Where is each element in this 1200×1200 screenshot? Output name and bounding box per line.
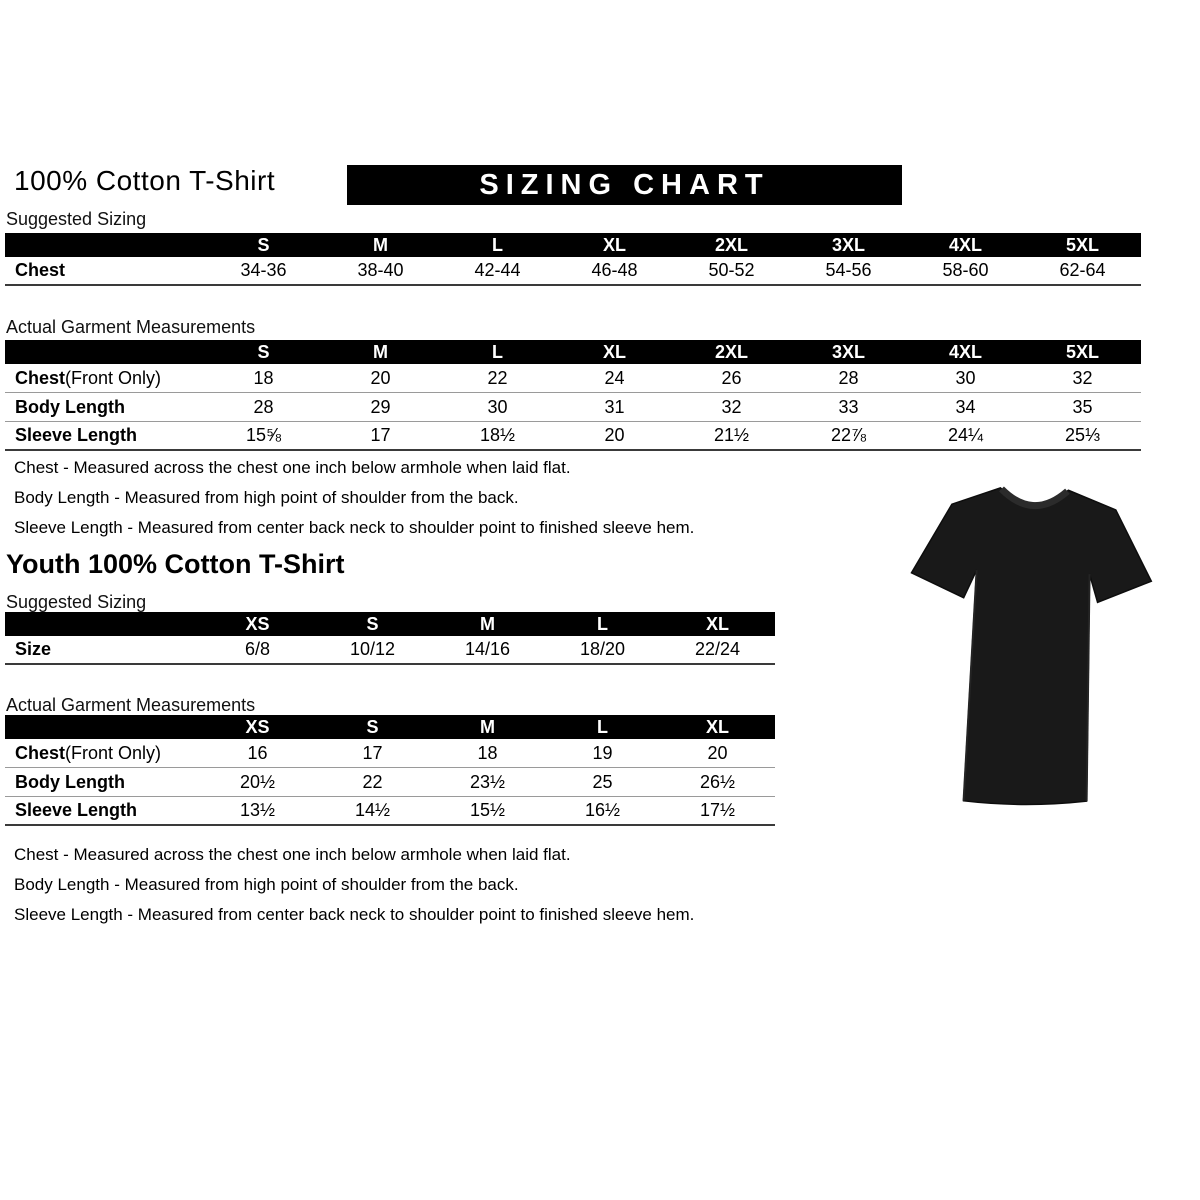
header-label-cell	[5, 233, 205, 257]
youth-measurement-notes	[14, 840, 694, 930]
row-label: Body Length	[15, 771, 125, 792]
cell-value: 24	[604, 367, 625, 388]
cell-value: 32	[721, 396, 742, 417]
size-column-header: XS	[245, 716, 270, 737]
size-column-header: XS	[245, 613, 270, 634]
header-label-cell	[5, 715, 200, 739]
size-column-header: S	[257, 341, 270, 362]
row-label: Chest (Front Only)	[15, 367, 162, 388]
cell-value: 35	[1072, 396, 1093, 417]
adult-measurement-notes	[14, 453, 694, 543]
cell-value: 30	[955, 367, 976, 388]
cell-value: 22⅞	[830, 425, 867, 445]
size-column-header: 3XL	[831, 234, 865, 255]
table-header-row	[5, 612, 775, 636]
size-column-header: 4XL	[948, 234, 982, 255]
cell-value: 15⅝	[245, 425, 282, 445]
cell-value: 23½	[469, 771, 506, 792]
youth-suggested-label: Suggested Sizing	[6, 592, 147, 612]
cell-value: 18½	[479, 425, 516, 445]
table-row-sleeve-length	[5, 422, 1141, 451]
table-header-row	[5, 340, 1141, 364]
size-column-header: 2XL	[714, 234, 748, 255]
cell-value: 17	[362, 742, 383, 763]
note-line: Chest - Measured across the chest one inch below armhole when laid flat.	[14, 845, 571, 864]
cell-value: 58-60	[942, 260, 989, 280]
row-label: Sleeve Length	[15, 425, 138, 445]
size-column-header: L	[597, 613, 608, 634]
note-line: Sleeve Length - Measured from center back neck to shoulder point to finished sleeve hem.	[14, 905, 695, 924]
cell-value: 26	[721, 367, 742, 388]
cell-value: 18	[253, 367, 274, 388]
cell-value: 28	[838, 367, 859, 388]
cell-value: 6/8	[244, 639, 271, 659]
cell-value: 10/12	[349, 639, 396, 659]
table-row-size	[5, 636, 775, 665]
row-label: Size	[15, 639, 52, 659]
table-row-chest	[5, 739, 775, 768]
cell-value: 18/20	[579, 639, 626, 659]
cell-value: 13½	[239, 800, 276, 820]
cell-value: 20	[604, 425, 625, 445]
cell-value: 16	[247, 742, 268, 763]
cell-value: 20½	[239, 771, 276, 792]
cell-value: 31	[604, 396, 625, 417]
table-header-row	[5, 715, 775, 739]
adult-suggested-table	[5, 233, 1141, 286]
row-label: Chest	[15, 260, 66, 280]
note-line: Sleeve Length - Measured from center back neck to shoulder point to finished sleeve hem.	[14, 518, 695, 537]
row-label: Sleeve Length	[15, 800, 138, 820]
size-column-header: 5XL	[1065, 234, 1099, 255]
adult-suggested-label: Suggested Sizing	[6, 209, 147, 229]
youth-suggested-table	[5, 612, 775, 665]
cell-value: 34-36	[240, 260, 287, 280]
table-header-row	[5, 233, 1141, 257]
size-column-header: L	[492, 341, 503, 362]
row-label: Chest (Front Only)	[15, 742, 162, 763]
cell-value: 22	[487, 367, 508, 388]
youth-section-title: Youth 100% Cotton T-Shirt	[6, 549, 345, 579]
size-column-header: 5XL	[1065, 341, 1099, 362]
size-column-header: L	[597, 716, 608, 737]
cell-value: 14½	[354, 800, 391, 820]
cell-value: 50-52	[708, 260, 755, 280]
cell-value: 14/16	[464, 639, 511, 659]
size-column-header: S	[366, 716, 379, 737]
size-column-header: 3XL	[831, 341, 865, 362]
cell-value: 32	[1072, 367, 1093, 388]
cell-value: 29	[370, 396, 391, 417]
adult-actual-label: Actual Garment Measurements	[6, 317, 256, 337]
cell-value: 62-64	[1059, 260, 1106, 280]
cell-value: 17	[370, 425, 391, 445]
cell-value: 15½	[469, 800, 506, 820]
table-row-chest	[5, 364, 1141, 393]
tshirt-graphic	[887, 471, 1171, 820]
note-line: Chest - Measured across the chest one inch below armhole when laid flat.	[14, 458, 571, 477]
size-column-header: M	[480, 716, 495, 737]
youth-actual-table	[5, 715, 775, 826]
cell-value: 22/24	[694, 639, 741, 659]
table-row-chest	[5, 257, 1141, 286]
cell-value: 38-40	[357, 260, 404, 280]
header-label-cell	[5, 340, 205, 364]
cell-value: 19	[592, 742, 613, 763]
sizing-chart-banner: SIZING CHART	[347, 165, 902, 205]
cell-value: 33	[838, 396, 859, 417]
cell-value: 17½	[699, 800, 736, 820]
cell-value: 34	[955, 396, 976, 417]
cell-value: 22	[362, 771, 383, 792]
size-column-header: S	[257, 234, 270, 255]
cell-value: 54-56	[825, 260, 872, 280]
cell-value: 46-48	[591, 260, 638, 280]
cell-value: 21½	[713, 425, 750, 445]
size-column-header: M	[480, 613, 495, 634]
size-column-header: S	[366, 613, 379, 634]
size-column-header: 2XL	[714, 341, 748, 362]
table-row-body-length	[5, 768, 775, 797]
cell-value: 28	[253, 396, 274, 417]
cell-value: 20	[370, 367, 391, 388]
size-column-header: M	[373, 234, 388, 255]
size-column-header: M	[373, 341, 388, 362]
cell-value: 26½	[699, 771, 736, 792]
size-column-header: L	[492, 234, 503, 255]
cell-value: 20	[707, 742, 728, 763]
note-line: Body Length - Measured from high point of shoulder from the back.	[14, 488, 519, 507]
adult-section-title: 100% Cotton T-Shirt	[14, 165, 276, 196]
cell-value: 24¼	[947, 425, 984, 445]
tshirt-image	[893, 476, 1165, 816]
cell-value: 16½	[584, 800, 621, 820]
cell-value: 25	[592, 771, 613, 792]
cell-value: 25⅓	[1064, 425, 1101, 445]
cell-value: 30	[487, 396, 508, 417]
youth-actual-label: Actual Garment Measurements	[6, 695, 256, 715]
note-line: Body Length - Measured from high point of shoulder from the back.	[14, 875, 519, 894]
cell-value: 18	[477, 742, 498, 763]
size-column-header: XL	[602, 234, 626, 255]
table-row-body-length	[5, 393, 1141, 422]
cell-value: 42-44	[474, 260, 521, 280]
row-label: Body Length	[15, 396, 125, 417]
size-column-header: XL	[705, 613, 729, 634]
size-column-header: XL	[705, 716, 729, 737]
header-label-cell	[5, 612, 200, 636]
adult-actual-table	[5, 340, 1141, 451]
table-row-sleeve-length	[5, 797, 775, 826]
size-column-header: XL	[602, 341, 626, 362]
size-column-header: 4XL	[948, 341, 982, 362]
